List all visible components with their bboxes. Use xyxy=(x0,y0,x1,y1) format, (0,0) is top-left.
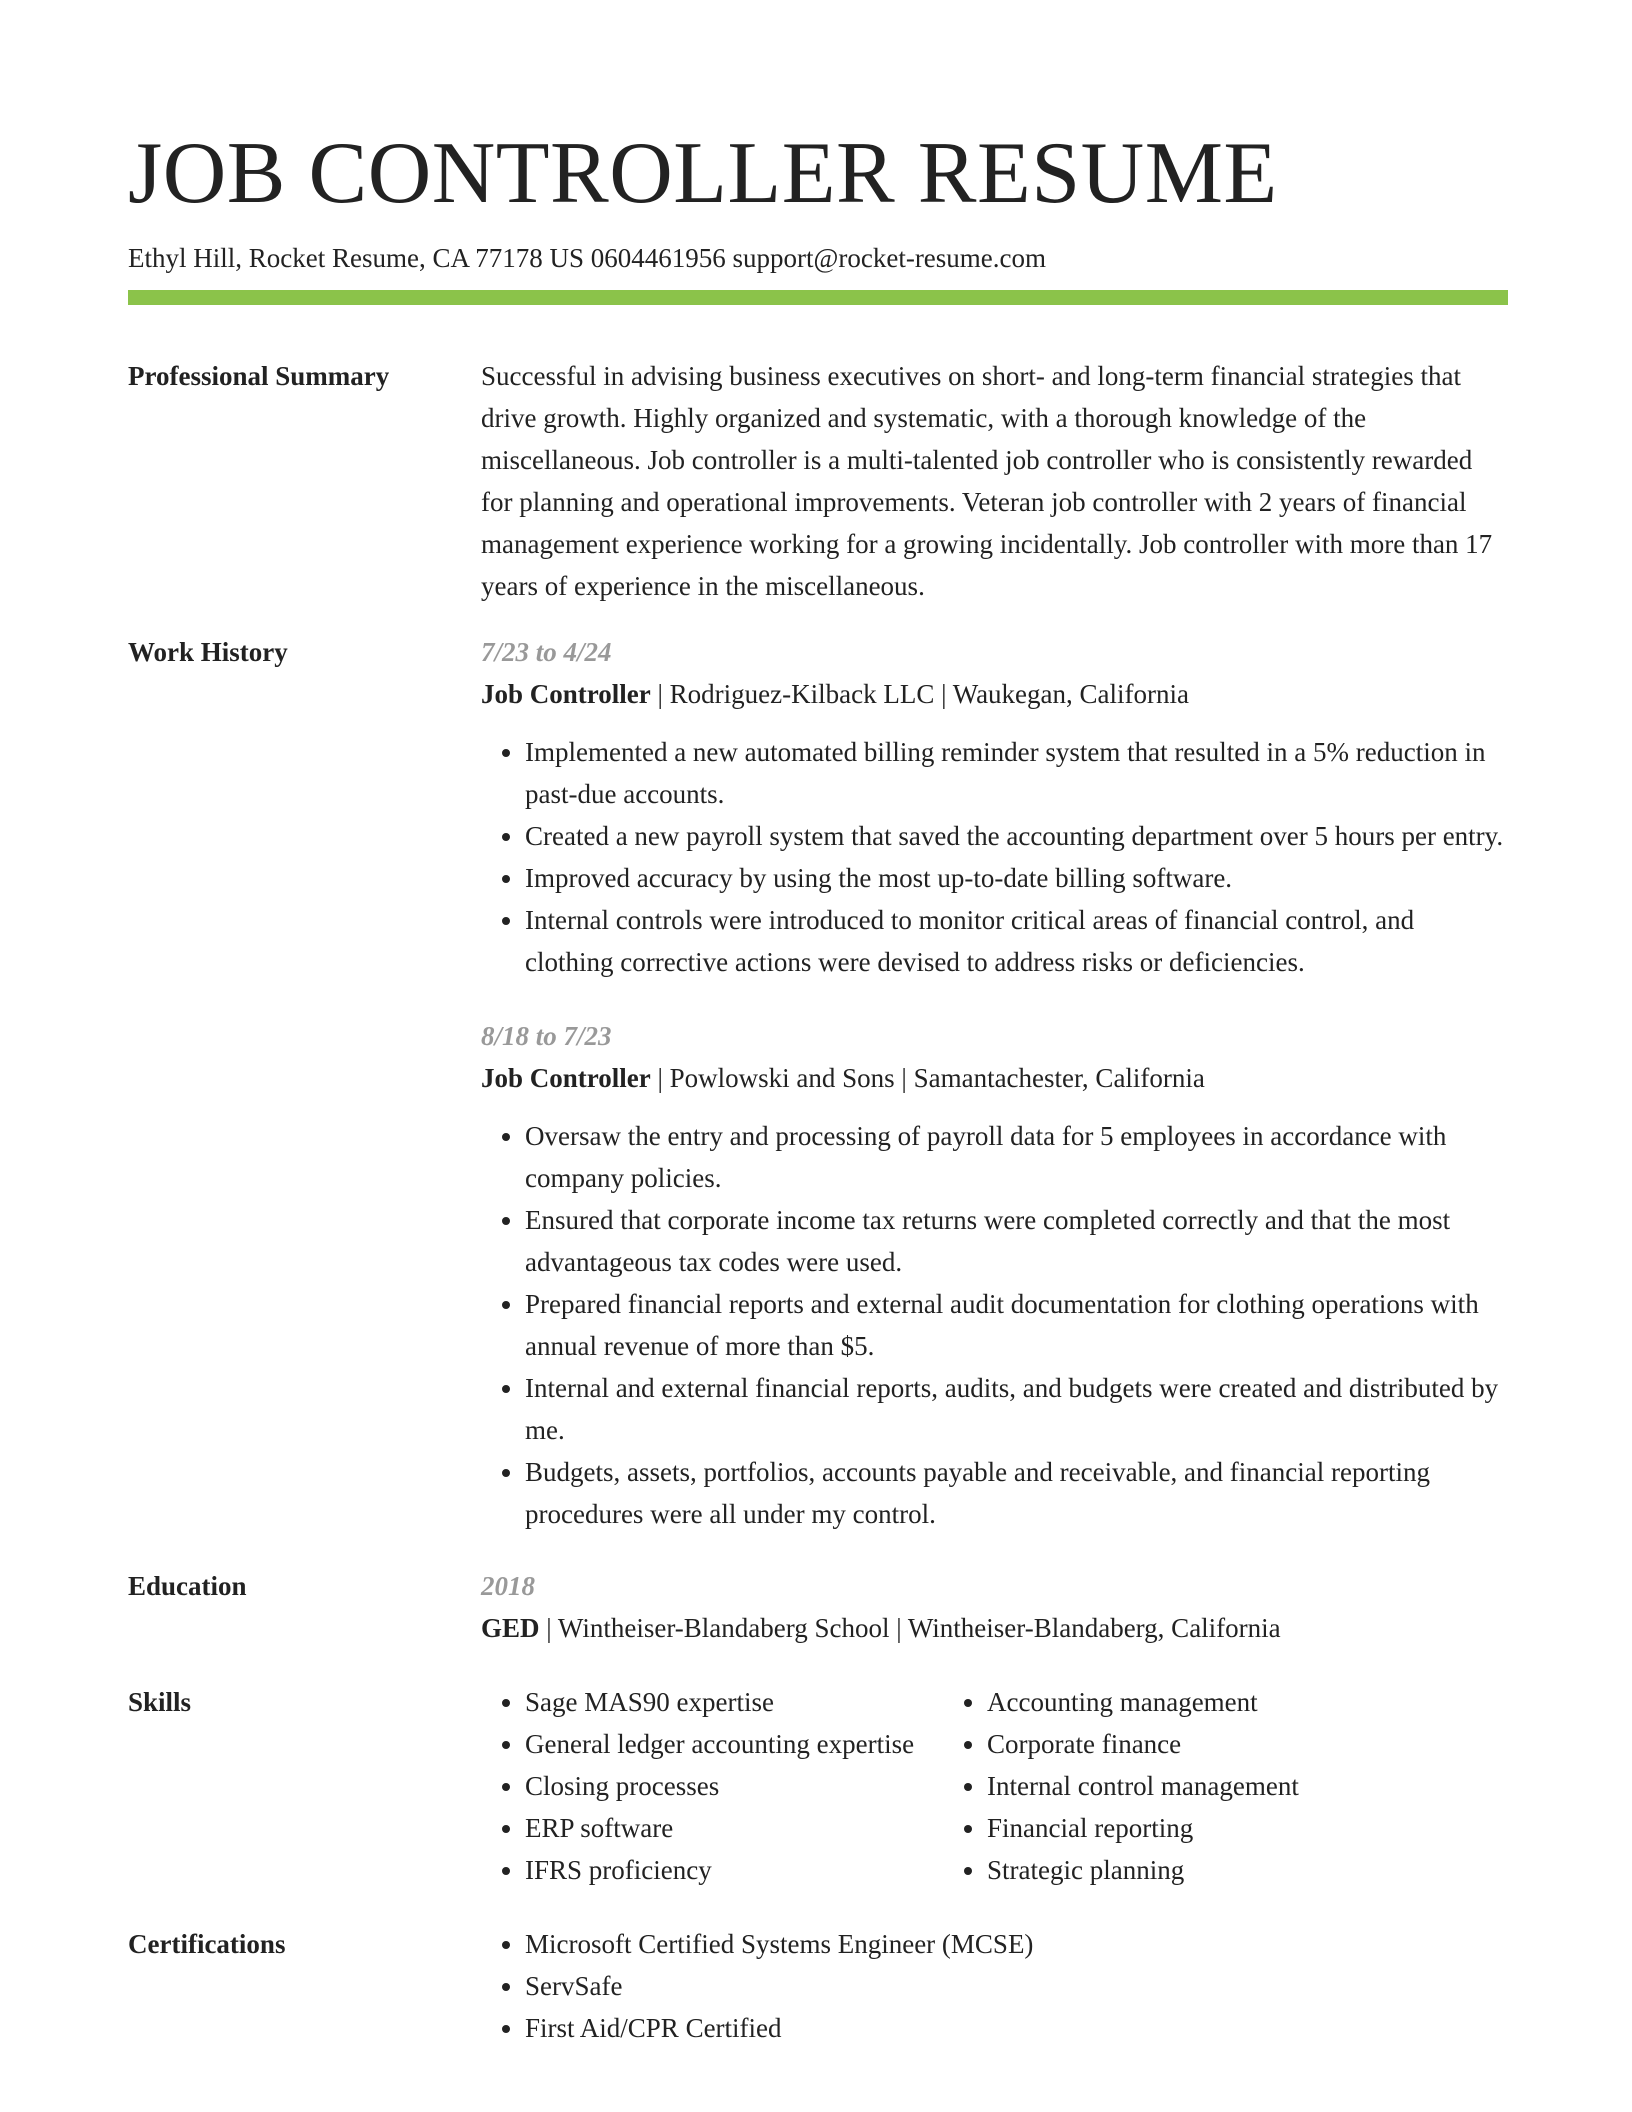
skills-column xyxy=(943,1681,1508,1891)
education-section xyxy=(128,1565,1508,1649)
work-history-body xyxy=(481,631,1508,1535)
job-bullet: • Implemented a new automated billing reminder system that resulted in a 5% reduction in past-due accounts. xyxy=(525,731,1508,815)
skill-item: • ERP software xyxy=(525,1807,943,1849)
job-bullets xyxy=(481,1115,1508,1535)
skill-item: • Financial reporting xyxy=(987,1807,1508,1849)
contact-name: Ethyl Hill, xyxy=(128,243,242,273)
section-heading-education: Education xyxy=(128,1571,247,1602)
skill-item: • Sage MAS90 expertise xyxy=(525,1681,943,1723)
work-history-section xyxy=(128,631,1508,1535)
summary-text: Successful in advising business executives on short- and long-term financial strategies that drive growth. Highly organized and systematic, with a thorough knowledge of the miscellaneous. Job controller is a multi-talented job controller who is consistently rewarded for planning and operational improvements. Veteran job controller with 2 years of financial management experience working for a growing incidentally. Job controller with more than 17 years of experience in the miscellaneous. xyxy=(481,361,1493,602)
job-bullet: • Ensured that corporate income tax returns were completed correctly and that the most advantageous tax codes were used. xyxy=(525,1199,1508,1283)
job-details: | Powlowski and Sons | Samantachester, California xyxy=(650,1063,1205,1094)
certifications-section xyxy=(128,1923,1508,2049)
summary-section xyxy=(128,355,1508,607)
job-heading xyxy=(481,673,1508,715)
job-dates: 8/18 to 7/23 xyxy=(481,1021,612,1052)
job-bullet: • Created a new payroll system that saved the accounting department over 5 hours per entry. xyxy=(525,815,1508,857)
job-bullet: • Prepared financial reports and external audit documentation for clothing operations with annual revenue of more than $5. xyxy=(525,1283,1508,1367)
contact-phone: 0604461956 xyxy=(590,243,726,273)
skills-column xyxy=(481,1681,943,1891)
skill-item: • IFRS proficiency xyxy=(525,1849,943,1891)
skill-item: • Strategic planning xyxy=(987,1849,1508,1891)
job-bullets xyxy=(481,731,1508,983)
certification-item: • ServSafe xyxy=(525,1965,1508,2007)
contact-email[interactable]: support@rocket-resume.com xyxy=(732,243,1047,273)
section-heading-summary: Professional Summary xyxy=(128,361,390,392)
education-heading xyxy=(481,1607,1508,1649)
skills-list xyxy=(481,1681,943,1891)
skills-section xyxy=(128,1681,1508,1891)
skill-item: • General ledger accounting expertise xyxy=(525,1723,943,1765)
section-heading-work-history: Work History xyxy=(128,637,288,668)
job-entry xyxy=(481,631,1508,983)
certification-item: • First Aid/CPR Certified xyxy=(525,2007,1508,2049)
header-divider xyxy=(128,290,1508,305)
contact-line xyxy=(128,242,1508,274)
skill-item: • Accounting management xyxy=(987,1681,1508,1723)
job-bullet: • Oversaw the entry and processing of payroll data for 5 employees in accordance with company policies. xyxy=(525,1115,1508,1199)
certifications-body xyxy=(481,1923,1508,2049)
job-dates: 7/23 to 4/24 xyxy=(481,637,612,668)
job-bullet: • Budgets, assets, portfolios, accounts payable and receivable, and financial reporting procedures were all under my control. xyxy=(525,1451,1508,1535)
job-details: | Rodriguez-Kilback LLC | Waukegan, California xyxy=(650,679,1189,710)
resume-title: JOB CONTROLLER RESUME xyxy=(128,125,1278,222)
skills-list xyxy=(943,1681,1508,1891)
job-title: Job Controller xyxy=(481,679,651,710)
section-heading-certifications: Certifications xyxy=(128,1929,286,1960)
job-bullet: • Improved accuracy by using the most up-to-date billing software. xyxy=(525,857,1508,899)
section-heading-skills: Skills xyxy=(128,1687,192,1718)
skills-grid xyxy=(481,1681,1508,1891)
education-year: 2018 xyxy=(481,1571,535,1602)
certification-item: • Microsoft Certified Systems Engineer (MCSE) xyxy=(525,1923,1508,1965)
job-heading xyxy=(481,1057,1508,1099)
skill-item: • Internal control management xyxy=(987,1765,1508,1807)
education-degree: GED xyxy=(481,1613,540,1644)
education-body xyxy=(481,1565,1508,1649)
skill-item: • Corporate finance xyxy=(987,1723,1508,1765)
job-bullet: • Internal controls were introduced to monitor critical areas of financial control, and clothing corrective actions were devised to address risks or deficiencies. xyxy=(525,899,1508,983)
job-title: Job Controller xyxy=(481,1063,651,1094)
job-entry xyxy=(481,1015,1508,1535)
certifications-list xyxy=(481,1923,1508,2049)
contact-address: Rocket Resume, CA 77178 US xyxy=(248,243,584,273)
job-bullet: • Internal and external financial reports, audits, and budgets were created and distributed by me. xyxy=(525,1367,1508,1451)
education-details: | Wintheiser-Blandaberg School | Wintheiser-Blandaberg, California xyxy=(539,1613,1281,1644)
skill-item: • Closing processes xyxy=(525,1765,943,1807)
